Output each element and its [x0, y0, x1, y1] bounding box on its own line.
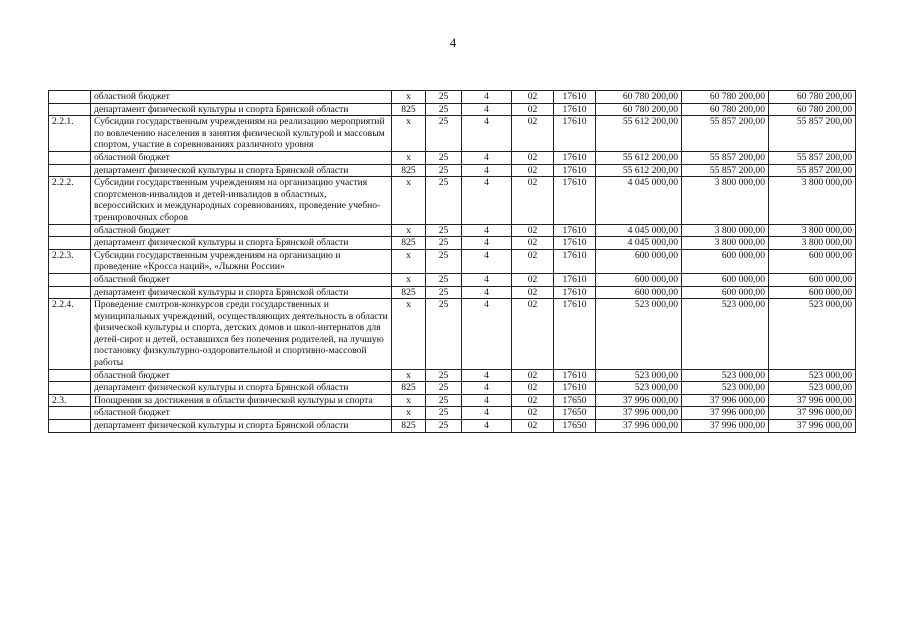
- subprogram-code-cell: 4: [462, 237, 512, 250]
- direction-code-cell: 17610: [554, 91, 596, 104]
- row-number-cell: 2.2.4.: [49, 299, 91, 370]
- program-code-cell: 25: [426, 164, 462, 177]
- description-cell: областной бюджет: [91, 369, 392, 382]
- event-code-cell: 02: [512, 91, 554, 104]
- description-cell: областной бюджет: [91, 224, 392, 237]
- amount-year3-cell: 3 800 000,00: [769, 224, 856, 237]
- subprogram-code-cell: 4: [462, 177, 512, 224]
- amount-year3-cell: 55 857 200,00: [769, 151, 856, 164]
- program-code-cell: 25: [426, 91, 462, 104]
- description-cell: Субсидии государственным учреждениям на организацию участия спортсменов-инвалидов и детей-инвалидов в областных, всероссийских и международных соревнованиях, проведение учебно-тренировочных сборов: [91, 177, 392, 224]
- amount-year1-cell: 600 000,00: [596, 249, 682, 273]
- program-code-cell: 25: [426, 273, 462, 286]
- amount-year3-cell: 600 000,00: [769, 273, 856, 286]
- amount-year1-cell: 600 000,00: [596, 273, 682, 286]
- subprogram-code-cell: 4: [462, 116, 512, 152]
- subprogram-code-cell: 4: [462, 394, 512, 407]
- ministry-code-cell: 825: [392, 382, 426, 395]
- ministry-code-cell: 825: [392, 164, 426, 177]
- row-number-cell: [49, 369, 91, 382]
- program-code-cell: 25: [426, 151, 462, 164]
- program-code-cell: 25: [426, 369, 462, 382]
- ministry-code-cell: х: [392, 407, 426, 420]
- amount-year1-cell: 55 612 200,00: [596, 116, 682, 152]
- direction-code-cell: 17650: [554, 407, 596, 420]
- direction-code-cell: 17610: [554, 273, 596, 286]
- amount-year1-cell: 37 996 000,00: [596, 394, 682, 407]
- description-cell: Поощрения за достижения в области физической культуры и спорта: [91, 394, 392, 407]
- row-number-cell: [49, 382, 91, 395]
- table-row: [49, 91, 856, 104]
- row-number-cell: 2.2.1.: [49, 116, 91, 152]
- ministry-code-cell: 825: [392, 286, 426, 299]
- direction-code-cell: 17610: [554, 249, 596, 273]
- subprogram-code-cell: 4: [462, 299, 512, 370]
- description-cell: департамент физической культуры и спорта Брянской области: [91, 286, 392, 299]
- description-cell: областной бюджет: [91, 273, 392, 286]
- row-number-cell: 2.2.3.: [49, 249, 91, 273]
- row-number-cell: [49, 273, 91, 286]
- amount-year1-cell: 4 045 000,00: [596, 177, 682, 224]
- program-code-cell: 25: [426, 224, 462, 237]
- event-code-cell: 02: [512, 151, 554, 164]
- direction-code-cell: 17610: [554, 382, 596, 395]
- program-code-cell: 25: [426, 116, 462, 152]
- ministry-code-cell: 825: [392, 237, 426, 250]
- subprogram-code-cell: 4: [462, 164, 512, 177]
- budget-table: [48, 90, 856, 433]
- amount-year1-cell: 60 780 200,00: [596, 103, 682, 116]
- amount-year1-cell: 523 000,00: [596, 382, 682, 395]
- program-code-cell: 25: [426, 177, 462, 224]
- amount-year3-cell: 3 800 000,00: [769, 237, 856, 250]
- table-row-item: [49, 116, 856, 152]
- ministry-code-cell: х: [392, 249, 426, 273]
- table-body: [49, 91, 856, 433]
- table-row: [49, 151, 856, 164]
- description-cell: департамент физической культуры и спорта Брянской области: [91, 382, 392, 395]
- ministry-code-cell: 825: [392, 420, 426, 433]
- row-number-cell: [49, 224, 91, 237]
- description-cell: департамент физической культуры и спорта Брянской области: [91, 164, 392, 177]
- program-code-cell: 25: [426, 420, 462, 433]
- row-number-cell: [49, 420, 91, 433]
- amount-year2-cell: 3 800 000,00: [682, 177, 769, 224]
- amount-year1-cell: 600 000,00: [596, 286, 682, 299]
- direction-code-cell: 17610: [554, 164, 596, 177]
- subprogram-code-cell: 4: [462, 224, 512, 237]
- row-number-cell: 2.2.2.: [49, 177, 91, 224]
- amount-year2-cell: 37 996 000,00: [682, 420, 769, 433]
- program-code-cell: 25: [426, 407, 462, 420]
- table-row-item: [49, 249, 856, 273]
- amount-year3-cell: 523 000,00: [769, 382, 856, 395]
- amount-year3-cell: 55 857 200,00: [769, 116, 856, 152]
- direction-code-cell: 17610: [554, 299, 596, 370]
- amount-year3-cell: 37 996 000,00: [769, 407, 856, 420]
- table-row: [49, 420, 856, 433]
- event-code-cell: 02: [512, 273, 554, 286]
- ministry-code-cell: х: [392, 224, 426, 237]
- amount-year1-cell: 4 045 000,00: [596, 224, 682, 237]
- description-cell: областной бюджет: [91, 407, 392, 420]
- amount-year3-cell: 60 780 200,00: [769, 103, 856, 116]
- subprogram-code-cell: 4: [462, 151, 512, 164]
- event-code-cell: 02: [512, 103, 554, 116]
- description-cell: департамент физической культуры и спорта Брянской области: [91, 237, 392, 250]
- event-code-cell: 02: [512, 116, 554, 152]
- event-code-cell: 02: [512, 382, 554, 395]
- ministry-code-cell: х: [392, 151, 426, 164]
- event-code-cell: 02: [512, 286, 554, 299]
- amount-year2-cell: 55 857 200,00: [682, 151, 769, 164]
- amount-year2-cell: 55 857 200,00: [682, 116, 769, 152]
- description-cell: Проведение смотров-конкурсов среди государственных и муниципальных учреждений, осуществляющих деятельность в области физической культуры и спорта, детских домов и школ-интернатов для детей-сирот и детей, оставшихся без попечения родителей, на лучшую постановку физкультурно-оздоровительной и спортивно-массовой работы: [91, 299, 392, 370]
- amount-year3-cell: 60 780 200,00: [769, 91, 856, 104]
- amount-year2-cell: 3 800 000,00: [682, 237, 769, 250]
- event-code-cell: 02: [512, 394, 554, 407]
- row-number-cell: [49, 286, 91, 299]
- table-row: [49, 382, 856, 395]
- row-number-cell: [49, 103, 91, 116]
- table-row: [49, 273, 856, 286]
- ministry-code-cell: 825: [392, 103, 426, 116]
- page-number: 4: [449, 35, 457, 50]
- event-code-cell: 02: [512, 249, 554, 273]
- subprogram-code-cell: 4: [462, 103, 512, 116]
- ministry-code-cell: х: [392, 394, 426, 407]
- amount-year1-cell: 37 996 000,00: [596, 420, 682, 433]
- amount-year3-cell: 600 000,00: [769, 286, 856, 299]
- direction-code-cell: 17650: [554, 420, 596, 433]
- amount-year2-cell: 37 996 000,00: [682, 394, 769, 407]
- event-code-cell: 02: [512, 224, 554, 237]
- subprogram-code-cell: 4: [462, 382, 512, 395]
- subprogram-code-cell: 4: [462, 420, 512, 433]
- event-code-cell: 02: [512, 164, 554, 177]
- amount-year2-cell: 523 000,00: [682, 369, 769, 382]
- table-row: [49, 103, 856, 116]
- program-code-cell: 25: [426, 286, 462, 299]
- amount-year3-cell: 523 000,00: [769, 299, 856, 370]
- amount-year2-cell: 60 780 200,00: [682, 103, 769, 116]
- direction-code-cell: 17610: [554, 369, 596, 382]
- event-code-cell: 02: [512, 407, 554, 420]
- table-row: [49, 224, 856, 237]
- ministry-code-cell: х: [392, 177, 426, 224]
- description-cell: Субсидии государственным учреждениям на реализацию мероприятий по вовлечению населения в занятия физической культурой и массовым спортом, участие в соревнованиях различного уровня: [91, 116, 392, 152]
- amount-year3-cell: 3 800 000,00: [769, 177, 856, 224]
- row-number-cell: [49, 91, 91, 104]
- description-cell: Субсидии государственным учреждениям на организацию и проведение «Кросса наций», «Лыжни России»: [91, 249, 392, 273]
- row-number-cell: [49, 407, 91, 420]
- table-row-item: [49, 299, 856, 370]
- amount-year3-cell: 600 000,00: [769, 249, 856, 273]
- ministry-code-cell: х: [392, 299, 426, 370]
- direction-code-cell: 17610: [554, 224, 596, 237]
- amount-year3-cell: 55 857 200,00: [769, 164, 856, 177]
- subprogram-code-cell: 4: [462, 286, 512, 299]
- amount-year2-cell: 523 000,00: [682, 382, 769, 395]
- amount-year1-cell: 37 996 000,00: [596, 407, 682, 420]
- amount-year3-cell: 37 996 000,00: [769, 420, 856, 433]
- amount-year1-cell: 60 780 200,00: [596, 91, 682, 104]
- subprogram-code-cell: 4: [462, 91, 512, 104]
- subprogram-code-cell: 4: [462, 369, 512, 382]
- program-code-cell: 25: [426, 103, 462, 116]
- table-row: [49, 164, 856, 177]
- event-code-cell: 02: [512, 237, 554, 250]
- event-code-cell: 02: [512, 420, 554, 433]
- subprogram-code-cell: 4: [462, 407, 512, 420]
- subprogram-code-cell: 4: [462, 249, 512, 273]
- description-cell: областной бюджет: [91, 91, 392, 104]
- amount-year2-cell: 60 780 200,00: [682, 91, 769, 104]
- table-row: [49, 369, 856, 382]
- amount-year3-cell: 523 000,00: [769, 369, 856, 382]
- table-row-item: [49, 177, 856, 224]
- event-code-cell: 02: [512, 177, 554, 224]
- subprogram-code-cell: 4: [462, 273, 512, 286]
- program-code-cell: 25: [426, 249, 462, 273]
- amount-year2-cell: 600 000,00: [682, 286, 769, 299]
- table-row: [49, 407, 856, 420]
- program-code-cell: 25: [426, 237, 462, 250]
- table-row: [49, 286, 856, 299]
- direction-code-cell: 17610: [554, 286, 596, 299]
- amount-year2-cell: 55 857 200,00: [682, 164, 769, 177]
- event-code-cell: 02: [512, 299, 554, 370]
- amount-year2-cell: 600 000,00: [682, 273, 769, 286]
- description-cell: департамент физической культуры и спорта Брянской области: [91, 420, 392, 433]
- program-code-cell: 25: [426, 299, 462, 370]
- direction-code-cell: 17610: [554, 103, 596, 116]
- direction-code-cell: 17610: [554, 237, 596, 250]
- ministry-code-cell: х: [392, 273, 426, 286]
- amount-year2-cell: 37 996 000,00: [682, 407, 769, 420]
- amount-year2-cell: 523 000,00: [682, 299, 769, 370]
- direction-code-cell: 17610: [554, 116, 596, 152]
- ministry-code-cell: х: [392, 91, 426, 104]
- row-number-cell: [49, 237, 91, 250]
- direction-code-cell: 17610: [554, 151, 596, 164]
- amount-year1-cell: 523 000,00: [596, 369, 682, 382]
- program-code-cell: 25: [426, 382, 462, 395]
- amount-year1-cell: 55 612 200,00: [596, 164, 682, 177]
- description-cell: департамент физической культуры и спорта Брянской области: [91, 103, 392, 116]
- table-row: [49, 237, 856, 250]
- direction-code-cell: 17610: [554, 177, 596, 224]
- event-code-cell: 02: [512, 369, 554, 382]
- program-code-cell: 25: [426, 394, 462, 407]
- amount-year3-cell: 37 996 000,00: [769, 394, 856, 407]
- row-number-cell: [49, 164, 91, 177]
- row-number-cell: 2.3.: [49, 394, 91, 407]
- row-number-cell: [49, 151, 91, 164]
- table-row-item: [49, 394, 856, 407]
- amount-year1-cell: 55 612 200,00: [596, 151, 682, 164]
- ministry-code-cell: х: [392, 116, 426, 152]
- description-cell: областной бюджет: [91, 151, 392, 164]
- direction-code-cell: 17650: [554, 394, 596, 407]
- amount-year1-cell: 4 045 000,00: [596, 237, 682, 250]
- amount-year2-cell: 600 000,00: [682, 249, 769, 273]
- amount-year1-cell: 523 000,00: [596, 299, 682, 370]
- ministry-code-cell: х: [392, 369, 426, 382]
- amount-year2-cell: 3 800 000,00: [682, 224, 769, 237]
